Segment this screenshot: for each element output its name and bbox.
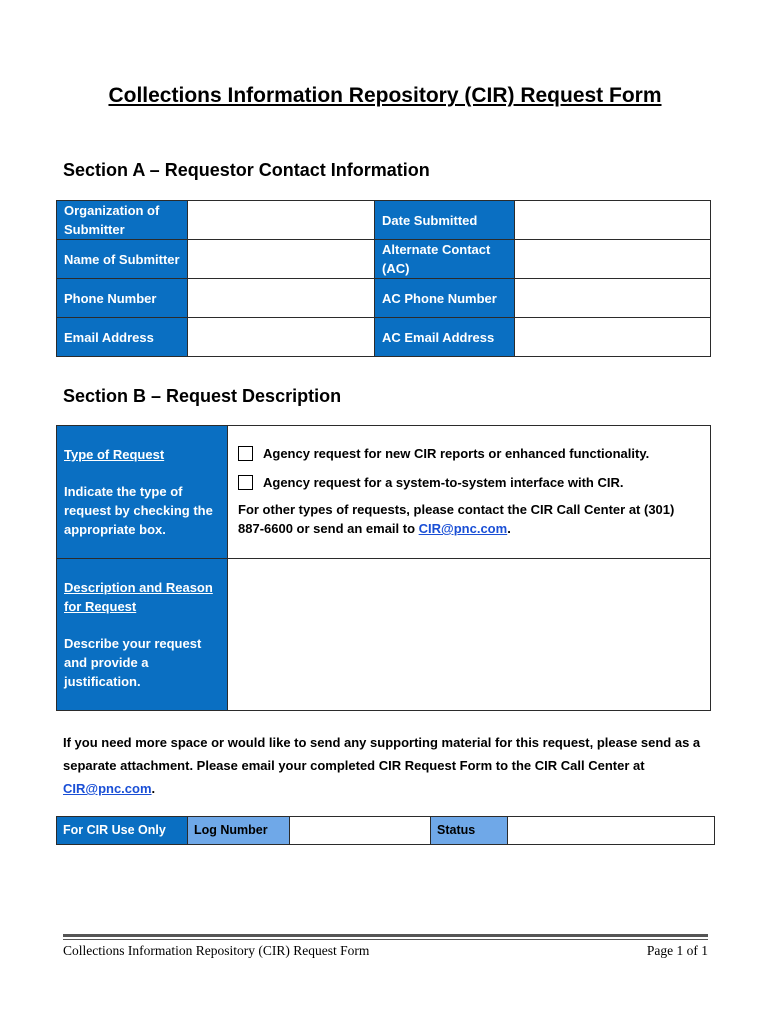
note-email-link[interactable]: CIR@pnc.com [63, 781, 152, 796]
alternate-contact-label: Alternate Contact (AC) [375, 240, 515, 279]
submission-note [63, 731, 713, 800]
footer-rule-thin [63, 939, 708, 940]
table-row [57, 279, 711, 318]
name-label: Name of Submitter [57, 240, 188, 279]
table-row [57, 426, 711, 559]
table-row [57, 201, 711, 240]
cir-use-only-table [56, 816, 715, 845]
other-requests-copy: For other types of requests, please contact the CIR Call Center at (301) 887-6600 or send an email to [238, 502, 675, 536]
organization-field[interactable] [188, 201, 375, 240]
email-label: Email Address [57, 318, 188, 357]
table-row [57, 240, 711, 279]
name-field[interactable] [188, 240, 375, 279]
other-requests-text [238, 500, 700, 538]
contact-info-table [56, 200, 711, 357]
option-system-interface-label: Agency request for a system-to-system interface with CIR. [263, 475, 624, 490]
date-submitted-field[interactable] [515, 201, 711, 240]
ac-email-field[interactable] [515, 318, 711, 357]
note-period: . [151, 781, 156, 796]
section-b-heading: Section B – Request Description [63, 386, 342, 406]
description-field[interactable] [228, 559, 711, 711]
cir-email-link[interactable]: CIR@pnc.com [418, 521, 508, 536]
checkbox-new-reports[interactable] [238, 446, 253, 461]
ac-phone-field[interactable] [515, 279, 711, 318]
type-of-request-instruction: Indicate the type of request by checking the appropriate box. [64, 484, 213, 537]
email-field[interactable] [188, 318, 375, 357]
type-of-request-options [228, 426, 711, 559]
section-a-heading: Section A – Requestor Contact Information [63, 160, 430, 180]
date-submitted-label: Date Submitted [375, 201, 515, 240]
description-cell [57, 559, 228, 711]
option-new-reports-label: Agency request for new CIR reports or enhanced functionality. [263, 446, 650, 461]
phone-label: Phone Number [57, 279, 188, 318]
ac-email-label: AC Email Address [375, 318, 515, 357]
footer-rule-thick [63, 934, 708, 937]
page-number: Page 1 of 1 [646, 943, 708, 958]
phone-field[interactable] [188, 279, 375, 318]
ac-phone-label: AC Phone Number [375, 279, 515, 318]
type-of-request-label: Type of Request [64, 447, 165, 462]
option-system-interface[interactable] [238, 473, 700, 492]
log-number-field[interactable] [290, 817, 431, 845]
footer-title: Collections Information Repository (CIR) Request Form [63, 943, 370, 958]
submission-note-text: If you need more space or would like to send any supporting material for this request, please send as a separate attachment. Please email your completed CIR Request Form to the CIR Call Center at [63, 735, 701, 773]
option-new-reports[interactable] [238, 444, 700, 463]
alternate-contact-field[interactable] [515, 240, 711, 279]
table-row [57, 817, 715, 845]
checkbox-system-interface[interactable] [238, 475, 253, 490]
type-of-request-cell [57, 426, 228, 559]
log-number-label: Log Number [188, 817, 290, 845]
request-description-table [56, 425, 711, 711]
other-requests-period: . [507, 521, 511, 536]
form-title: Collections Information Repository (CIR) Request Form [108, 84, 662, 107]
description-instruction: Describe your request and provide a justification. [64, 636, 202, 689]
table-row [57, 318, 711, 357]
organization-label: Organization of Submitter [57, 201, 188, 240]
cir-use-only-label: For CIR Use Only [57, 817, 188, 845]
status-field[interactable] [508, 817, 715, 845]
status-label: Status [431, 817, 508, 845]
table-row [57, 559, 711, 711]
description-label: Description and Reason for Request [64, 580, 213, 614]
